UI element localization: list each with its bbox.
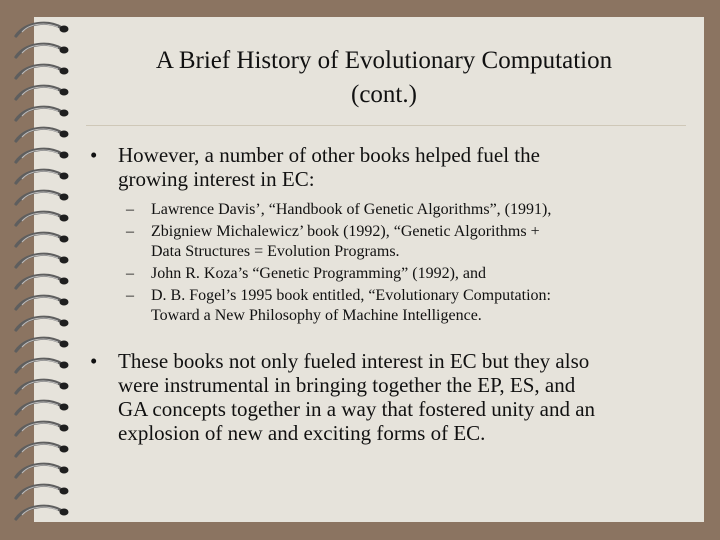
sub-bullet-davis xyxy=(126,200,696,220)
spiral-hole xyxy=(60,173,69,180)
sub-bullet-koza xyxy=(126,264,696,284)
spiral-coil xyxy=(16,296,62,309)
sub-bullet-fogel xyxy=(126,286,696,326)
dash-glyph: – xyxy=(126,265,134,282)
spiral-hole xyxy=(60,341,69,348)
sub-bullet-2-line-1: Zbigniew Michalewicz’ book (1992), “Genetic Algorithms + xyxy=(151,223,540,240)
spiral-coil xyxy=(16,107,62,120)
spiral-coil xyxy=(16,317,62,330)
spiral-hole xyxy=(60,362,69,369)
spiral-coil xyxy=(16,254,62,267)
sub-bullet-1-line-1: Lawrence Davis’, “Handbook of Genetic Algorithms”, (1991), xyxy=(151,201,552,218)
bullet-1 xyxy=(90,143,690,191)
spiral-hole xyxy=(60,257,69,264)
sub-bullet-4-line-1: D. B. Fogel’s 1995 book entitled, “Evolutionary Computation: xyxy=(151,287,551,304)
spiral-coil xyxy=(16,275,62,288)
spiral-hole xyxy=(60,467,69,474)
spiral-hole xyxy=(60,299,69,306)
dash-glyph: – xyxy=(126,201,134,218)
spiral-hole xyxy=(60,320,69,327)
spiral-coil xyxy=(16,149,62,162)
sub-bullet-4-line-2: Toward a New Philosophy of Machine Intelligence. xyxy=(151,307,482,324)
spiral-hole xyxy=(60,278,69,285)
spiral-binding-icon xyxy=(0,0,90,540)
bullet-2-line-2: were instrumental in bringing together the EP, ES, and xyxy=(118,373,576,397)
spiral-coil xyxy=(16,170,62,183)
spiral-hole xyxy=(60,131,69,138)
dash-glyph: – xyxy=(126,287,134,304)
spiral-hole xyxy=(60,152,69,159)
spiral-coil xyxy=(16,191,62,204)
spiral-hole xyxy=(60,47,69,54)
spiral-hole xyxy=(60,236,69,243)
spiral-coil xyxy=(16,401,62,414)
spiral-hole xyxy=(60,26,69,33)
title-divider xyxy=(86,125,686,126)
spiral-coil xyxy=(16,65,62,78)
spiral-hole xyxy=(60,488,69,495)
spiral-coil xyxy=(16,233,62,246)
bullet-2-line-1: These books not only fueled interest in EC but they also xyxy=(118,349,590,373)
spiral-coil xyxy=(16,86,62,99)
spiral-coil xyxy=(16,443,62,456)
sub-bullet-list xyxy=(126,200,696,328)
bullet-1-line-1: However, a number of other books helped fuel the xyxy=(118,143,540,167)
spiral-hole xyxy=(60,89,69,96)
spiral-coil xyxy=(16,506,62,519)
spiral-hole xyxy=(60,446,69,453)
bullet-2-line-3: GA concepts together in a way that fostered unity and an xyxy=(118,397,596,421)
spiral-coil xyxy=(16,422,62,435)
bullet-1-line-2: growing interest in EC: xyxy=(118,167,315,191)
sub-bullet-2-line-2: Data Structures = Evolution Programs. xyxy=(151,243,400,260)
sub-bullet-3-line-1: John R. Koza’s “Genetic Programming” (1992), and xyxy=(151,265,487,282)
spiral-coil xyxy=(16,212,62,225)
spiral-hole xyxy=(60,509,69,516)
bullet-2 xyxy=(90,349,690,445)
bullet-2-line-4: explosion of new and exciting forms of EC. xyxy=(118,421,486,445)
spiral-coil xyxy=(16,23,62,36)
spiral-hole xyxy=(60,110,69,117)
spiral-coil xyxy=(16,359,62,372)
spiral-coil xyxy=(16,485,62,498)
dash-glyph: – xyxy=(126,223,134,240)
title-line-2: (cont.) xyxy=(351,81,417,108)
spiral-coil xyxy=(16,380,62,393)
slide-title xyxy=(100,44,668,112)
bullet-glyph: • xyxy=(90,349,98,373)
spiral-coil xyxy=(16,128,62,141)
spiral-coil xyxy=(16,338,62,351)
spiral-hole xyxy=(60,194,69,201)
spiral-hole xyxy=(60,68,69,75)
spiral-hole xyxy=(60,425,69,432)
spiral-hole xyxy=(60,404,69,411)
title-line-1: A Brief History of Evolutionary Computation xyxy=(155,47,613,74)
spiral-hole xyxy=(60,383,69,390)
spiral-coil xyxy=(16,44,62,57)
spiral-coil xyxy=(16,464,62,477)
sub-bullet-michalewicz xyxy=(126,222,696,262)
spiral-hole xyxy=(60,215,69,222)
bullet-glyph: • xyxy=(90,143,98,167)
